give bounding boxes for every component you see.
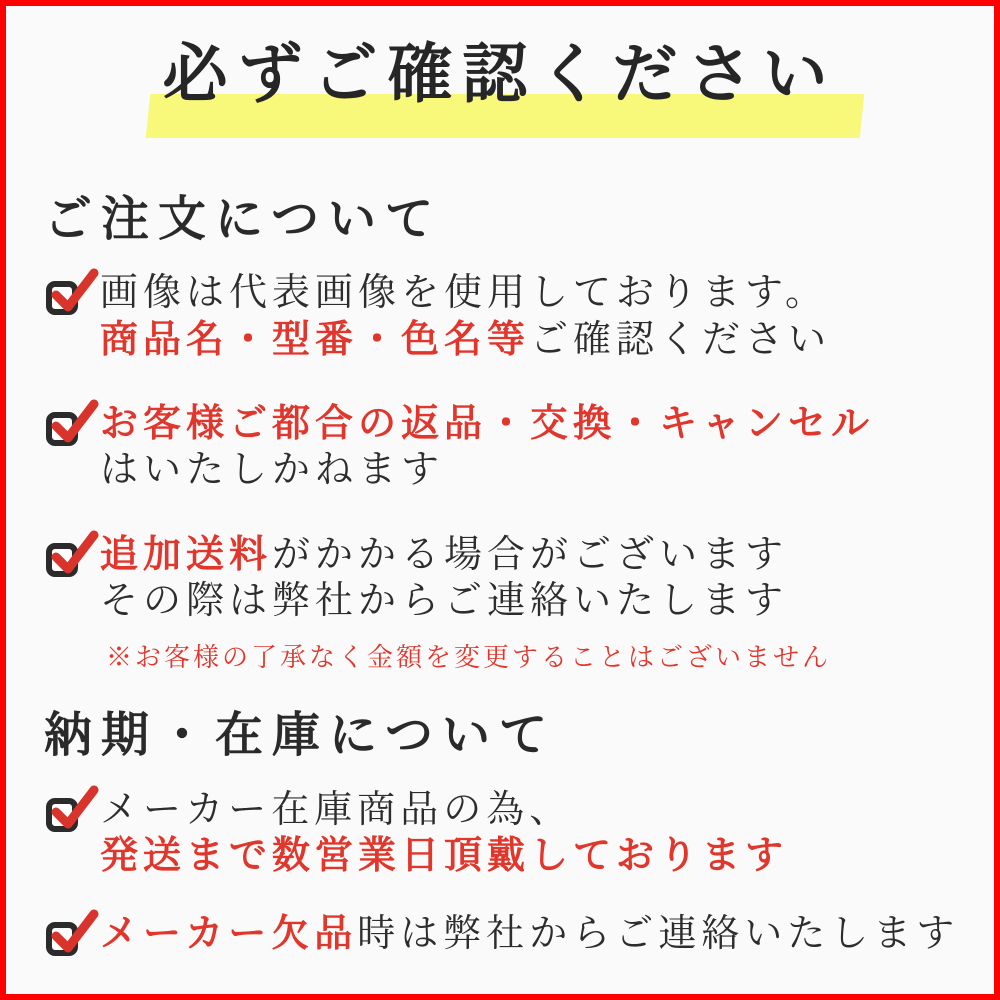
section-stock-heading: 納期・在庫について bbox=[44, 707, 557, 764]
section-stock bbox=[6, 708, 994, 962]
checkbox-icon bbox=[44, 910, 94, 962]
text-segment: はいたしかねます bbox=[100, 447, 445, 492]
red-emphasis: メーカー欠品 bbox=[100, 910, 358, 956]
checklist-item-maker-shortage bbox=[44, 910, 960, 962]
page-title-text: 必ずご確認ください bbox=[162, 36, 838, 112]
item-line bbox=[100, 910, 959, 956]
text-segment: メーカー在庫商品の為、 bbox=[100, 786, 573, 831]
item-text bbox=[100, 400, 874, 493]
checkbox-icon bbox=[44, 400, 94, 452]
checklist-item-maker-stock bbox=[44, 786, 956, 879]
item-line bbox=[100, 832, 788, 878]
price-change-note: ※お客様の了承なく金額を変更することはございません bbox=[106, 643, 832, 674]
item-line bbox=[100, 269, 831, 315]
red-check-icon bbox=[48, 398, 100, 450]
text-segment: 画像は代表画像を使用しております。 bbox=[100, 270, 828, 315]
text-segment: がかかる場合がございます bbox=[272, 531, 789, 576]
item-text bbox=[100, 910, 959, 956]
text-segment: その際は弊社からご連絡いたします bbox=[100, 577, 789, 622]
item-text bbox=[100, 269, 831, 362]
red-check-icon bbox=[48, 784, 100, 836]
red-emphasis: 追加送料 bbox=[100, 530, 273, 576]
red-emphasis: 商品名・型番・色名等 bbox=[100, 315, 531, 361]
text-segment: ご確認ください bbox=[530, 316, 832, 361]
red-emphasis: 発送まで数営業日頂戴しております bbox=[100, 831, 789, 877]
item-line bbox=[100, 316, 831, 362]
checklist-item-returns bbox=[44, 400, 956, 493]
item-line bbox=[100, 577, 788, 623]
checkbox-icon bbox=[44, 269, 94, 321]
checkbox-icon bbox=[44, 786, 94, 838]
page-title bbox=[6, 36, 994, 150]
checkbox-icon bbox=[44, 531, 94, 583]
item-line bbox=[100, 400, 874, 446]
item-line bbox=[100, 446, 874, 492]
item-line bbox=[100, 786, 788, 832]
red-check-icon bbox=[48, 267, 100, 319]
text-segment: 時は弊社からご連絡いたします bbox=[357, 911, 960, 956]
checklist-item-representative-image bbox=[44, 269, 956, 362]
item-line bbox=[100, 531, 788, 577]
section-order bbox=[6, 192, 994, 674]
red-check-icon bbox=[48, 908, 100, 960]
item-text bbox=[100, 786, 788, 879]
checklist-item-extra-shipping bbox=[44, 531, 956, 624]
item-text bbox=[100, 531, 788, 624]
red-check-icon bbox=[48, 529, 100, 581]
section-order-heading: ご注文について bbox=[44, 191, 443, 247]
red-emphasis: お客様ご都合の返品・交換・キャンセル bbox=[100, 399, 875, 445]
